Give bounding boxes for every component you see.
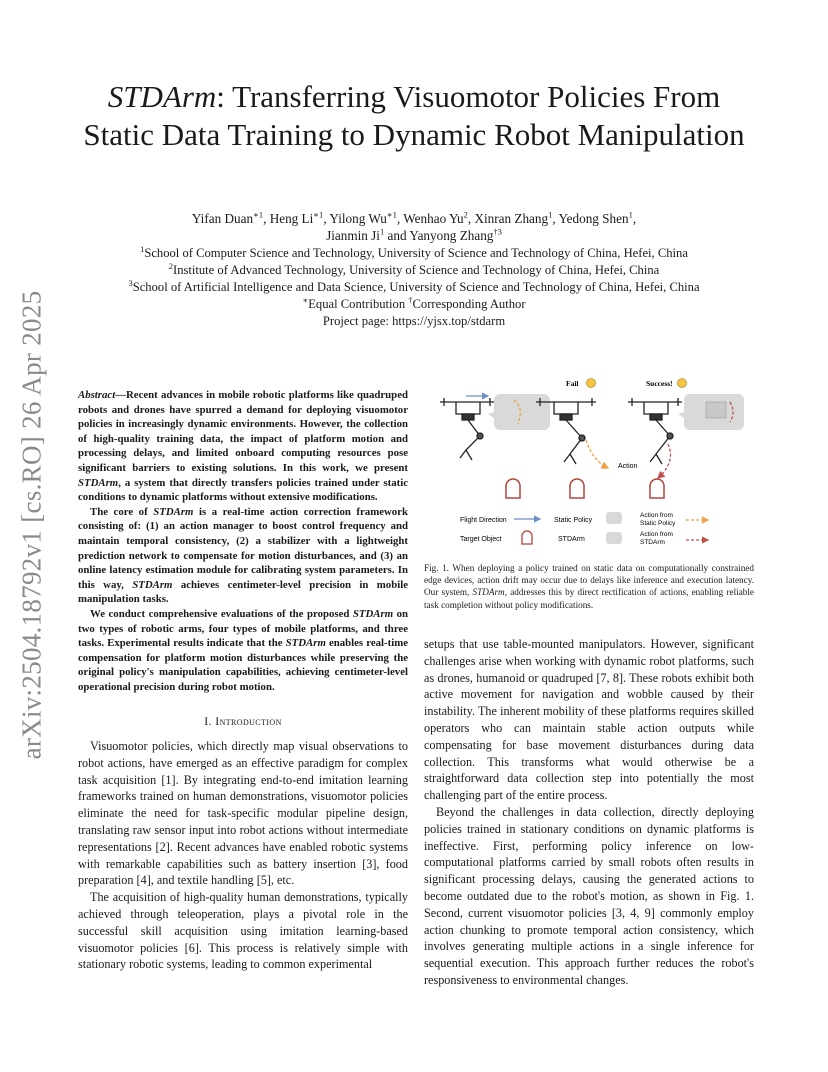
title-rest: : Transferring Visuomotor Policies From Static Data Training to Dynamic Robot Manipulation bbox=[83, 79, 745, 152]
author-name: Yanyong Zhang bbox=[409, 228, 494, 243]
author-sup: 1 bbox=[548, 209, 553, 220]
body-paragraph: The acquisition of high-quality human demonstrations, typically achieved through teleoperation, plays a pivotal role in the successful skill acquisition using imitation learning-based visuomotor policies [6]. This process is relatively simple with stationary robotic systems, leading to common experimental bbox=[78, 890, 408, 972]
abstract-text: —Recent advances in mobile robotic platforms like quadruped robots and drones have spurred a demand for deploying visuomotor policies in increasingly dynamic environments. However, the collection of high-quality training data, the impact of platform motion and processing delays, and limited onboard computing resources pose significant barriers to existing solutions. In this work, we present bbox=[78, 389, 408, 474]
author-sep: , bbox=[263, 211, 270, 226]
paper-title bbox=[70, 78, 758, 154]
author-list bbox=[60, 210, 768, 244]
target-object-2 bbox=[570, 479, 584, 498]
system-name: STDArm bbox=[153, 505, 194, 518]
system-name: STDArm bbox=[285, 637, 326, 650]
equal-contribution-mark: ∗ bbox=[302, 294, 309, 305]
legend-action-stdarm-2: STDArm bbox=[640, 539, 665, 546]
affiliation-3 bbox=[60, 279, 768, 296]
author-name: Jianmin Ji bbox=[326, 228, 380, 243]
section-title: Introduction bbox=[215, 714, 282, 728]
caption-text: When deploying a policy trained on static data on computationally constrained edge devices, action drift may occur due to delays like inference and execution latency. Our system, bbox=[424, 563, 754, 598]
legend-stdarm: STDArm bbox=[558, 536, 585, 543]
author-name: Yifan Duan bbox=[191, 211, 254, 226]
arxiv-identifier bbox=[10, 288, 54, 762]
legend-static-policy: Static Policy bbox=[554, 517, 593, 524]
author-sup: 1 bbox=[628, 209, 633, 220]
stdarm-module-icon bbox=[706, 402, 726, 418]
author-name: Heng Li bbox=[269, 211, 314, 226]
intro-left-column bbox=[78, 738, 408, 973]
fail-label: Fail bbox=[566, 379, 579, 388]
author-sup: 2 bbox=[463, 209, 468, 220]
author-sup: ∗1 bbox=[313, 209, 324, 220]
target-object-3 bbox=[650, 479, 664, 498]
corresponding-author-text: Corresponding Author bbox=[412, 297, 526, 311]
figure-caption bbox=[424, 562, 754, 611]
author-sup: †3 bbox=[493, 226, 502, 237]
section-heading-introduction bbox=[78, 714, 408, 729]
abstract bbox=[78, 388, 408, 694]
abstract-text: on two types of robotic arms, four types of mobile platforms, and three tasks. Experimental results indicate that the bbox=[78, 607, 409, 650]
legend-target-swatch bbox=[522, 531, 532, 544]
intro-right-column bbox=[424, 636, 754, 989]
section-number: I. bbox=[204, 714, 216, 728]
affiliation-text: Institute of Advanced Technology, University of Science and Technology of China, Hefei, China bbox=[173, 263, 660, 277]
abstract-text: achieves centimeter-level precision in mobile manipulation tasks. bbox=[78, 578, 408, 606]
legend-static-policy-swatch bbox=[606, 512, 622, 524]
drifted-action-arrow bbox=[586, 440, 608, 468]
abstract-text: , a system that directly transfers policies trained under static conditions to dynamic platforms without extensive modifications. bbox=[78, 476, 408, 504]
body-paragraph: Beyond the challenges in data collection, directly deploying policies trained in stationary conditions on dynamic platforms is ineffective. First, performing policy inference on low-computational platforms carried by small robots often results in significant processing delays, causing the generated actions to become outdated due to the robot's motion, as shown in Fig. 1. Second, current visuomotor policies [3, 4, 9] commonly employ action chunking to promote temporal action consistency, which involves generating multiple actions in a single inference for sequential execution. This approach further reduces the robot's responsiveness to environmental changes. bbox=[424, 804, 754, 987]
author-name: Yedong Shen bbox=[558, 211, 629, 226]
author-sep: , bbox=[552, 211, 559, 226]
legend-target-object: Target Object bbox=[460, 536, 502, 543]
author-sep: , bbox=[396, 211, 404, 226]
policy-bubble-1 bbox=[488, 394, 550, 430]
drone-robot-1 bbox=[440, 398, 494, 460]
author-sep: , bbox=[632, 211, 637, 226]
author-line-1 bbox=[60, 210, 768, 227]
affiliation-text: School of Computer Science and Technology, University of Science and Technology of China, Hefei, China bbox=[144, 246, 688, 260]
target-object-1 bbox=[506, 479, 520, 498]
corresponding-author-mark: † bbox=[408, 294, 413, 305]
legend-action-static-2: Static Policy bbox=[640, 520, 676, 527]
author-name: Xinran Zhang bbox=[474, 211, 549, 226]
abstract-text: is a real-time action correction framework consisting of: (1) an action manager to boost control frequency and maintain temporal consistency, (2) a stabilizer with a lightweight prediction network to compensate for motion disturbances, and (3) an online latency estimation module for calibrating system parameters. In this way, bbox=[78, 505, 408, 591]
affiliation-sup: 1 bbox=[140, 243, 145, 254]
project-page: Project page: https://yjsx.top/stdarm bbox=[322, 314, 506, 328]
abstract-text: We conduct comprehensive evaluations of the proposed bbox=[90, 607, 353, 620]
abstract-text: enables real-time compensation for platform motion disturbances while preserving the original policy's manipulation capabilities, achieving centimeter-level operational precision during robot motion. bbox=[78, 637, 408, 693]
author-line-2 bbox=[60, 227, 768, 244]
equal-contribution-text: Equal Contribution bbox=[308, 297, 409, 311]
abstract-paragraph-1 bbox=[78, 388, 408, 505]
caption-text: , addresses this by direct rectification of actions, enabling reliable task completion without policy modifications. bbox=[424, 587, 754, 610]
title-system-name: STDArm bbox=[107, 79, 217, 114]
contribution-note bbox=[60, 296, 768, 313]
arxiv-id-text: arXiv:2504.18792v1 [cs.RO] 26 Apr 2025 bbox=[16, 290, 47, 760]
body-paragraph: setups that use table-mounted manipulators. However, significant challenges arise when working with dynamic robot platforms, such as drones, humanoid or quadruped [7, 8]. These robots exhibit both active movement for navigation and wobble caused by their instability. The inherent mobility of these platforms requires skilled operators who can maintain stable action outputs while compensating for base movement disturbances during data collection. This transforms what would otherwise be a straightforward data collection step into potentially the most challenging part of the entire process. bbox=[424, 637, 754, 803]
abstract-text: The core of bbox=[90, 505, 154, 518]
system-name: STDArm bbox=[352, 607, 394, 620]
affiliation-text: School of Artificial Intelligence and Data Science, University of Science and Technology of China, Hefei, China bbox=[132, 280, 700, 294]
happy-face-icon bbox=[678, 379, 687, 388]
abstract-label: Abstract bbox=[78, 389, 116, 401]
legend-stdarm-swatch bbox=[606, 532, 622, 544]
body-paragraph: Visuomotor policies, which directly map visual observations to robot actions, have emerged as an effective paradigm for complex task acquisition [1]. By integrating end-to-end imitation learning frameworks trained on human demonstrations, visuomotor policies eliminate the need for task-specific modular pipeline design, translating raw sensor input into robot actions without intermediate representations [2]. Recent advances have enabled robotic systems with remarkable capabilities such as battery insertion [3], food preparation [4], and textile handling [5], etc. bbox=[78, 739, 408, 888]
author-sep: , bbox=[467, 211, 475, 226]
affiliation-1 bbox=[60, 245, 768, 262]
affiliation-sup: 2 bbox=[168, 260, 173, 271]
system-name: STDArm bbox=[78, 476, 119, 489]
legend-action-static-1: Action from bbox=[640, 512, 673, 519]
author-sep: and bbox=[384, 228, 410, 243]
author-sup: ∗1 bbox=[253, 209, 264, 220]
success-label: Success! bbox=[646, 379, 673, 388]
abstract-paragraph-2 bbox=[78, 505, 408, 607]
drone-robot-3 bbox=[628, 398, 682, 464]
abstract-paragraph-3 bbox=[78, 607, 408, 695]
affiliation-2 bbox=[60, 262, 768, 279]
author-sup: 1 bbox=[379, 226, 385, 237]
caption-label: Fig. 1. bbox=[424, 563, 449, 573]
system-name: STDArm bbox=[472, 587, 505, 598]
figure-1 bbox=[436, 374, 766, 556]
legend-flight-direction: Flight Direction bbox=[460, 517, 507, 524]
legend-action-stdarm-1: Action from bbox=[640, 531, 673, 538]
affiliation-sup: 3 bbox=[128, 277, 133, 288]
author-sup: ∗1 bbox=[386, 209, 397, 220]
author-sep: , bbox=[323, 211, 330, 226]
sad-face-icon bbox=[587, 379, 596, 388]
author-name: Yilong Wu bbox=[329, 211, 387, 226]
action-label: Action bbox=[618, 463, 638, 470]
system-name: STDArm bbox=[132, 578, 173, 591]
author-name: Wenhao Yu bbox=[403, 211, 464, 226]
